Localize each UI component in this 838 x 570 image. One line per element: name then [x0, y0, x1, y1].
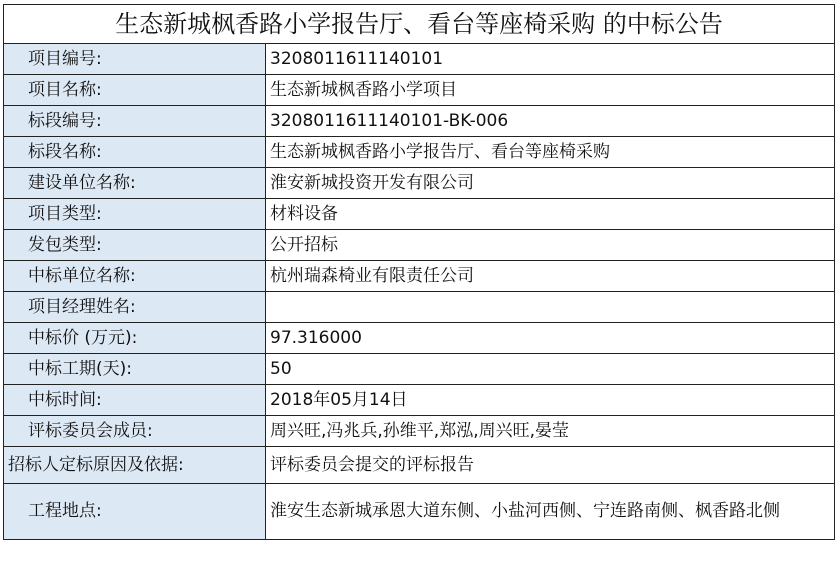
table-row — [4, 385, 835, 416]
table-row — [4, 323, 835, 354]
field-label-committee: 评标委员会成员: — [4, 416, 266, 447]
table-row — [4, 44, 835, 75]
field-value-duration: 50 — [266, 354, 835, 385]
table-row — [4, 230, 835, 261]
table-row — [4, 75, 835, 106]
field-label-award-basis: 招标人定标原因及依据: — [4, 447, 266, 484]
field-label-bid-price: 中标价 (万元): — [4, 323, 266, 354]
field-value-section-name: 生态新城枫香路小学报告厅、看台等座椅采购 — [266, 137, 835, 168]
field-label-location: 工程地点: — [4, 484, 266, 540]
notice-title: 生态新城枫香路小学报告厅、看台等座椅采购 的中标公告 — [4, 5, 835, 44]
field-value-project-name: 生态新城枫香路小学项目 — [266, 75, 835, 106]
field-value-bid-price: 97.316000 — [266, 323, 835, 354]
field-label-award-date: 中标时间: — [4, 385, 266, 416]
field-label-manager-name: 项目经理姓名: — [4, 292, 266, 323]
field-label-winner-name: 中标单位名称: — [4, 261, 266, 292]
field-value-winner-name: 杭州瑞森椅业有限责任公司 — [266, 261, 835, 292]
table-row — [4, 137, 835, 168]
field-label-section-number: 标段编号: — [4, 106, 266, 137]
field-label-project-type: 项目类型: — [4, 199, 266, 230]
table-row — [4, 484, 835, 540]
table-row — [4, 292, 835, 323]
field-value-builder-name: 淮安新城投资开发有限公司 — [266, 168, 835, 199]
field-label-duration: 中标工期(天): — [4, 354, 266, 385]
field-value-project-type: 材料设备 — [266, 199, 835, 230]
field-value-award-date: 2018年05月14日 — [266, 385, 835, 416]
table-row — [4, 447, 835, 484]
field-value-manager-name — [266, 292, 835, 323]
table-row — [4, 168, 835, 199]
field-label-project-number: 项目编号: — [4, 44, 266, 75]
field-value-award-basis: 评标委员会提交的评标报告 — [266, 447, 835, 484]
field-value-committee: 周兴旺,冯兆兵,孙维平,郑泓,周兴旺,晏莹 — [266, 416, 835, 447]
award-notice-table — [3, 4, 835, 540]
table-row — [4, 354, 835, 385]
field-label-section-name: 标段名称: — [4, 137, 266, 168]
field-value-section-number: 3208011611140101-BK-006 — [266, 106, 835, 137]
table-row — [4, 261, 835, 292]
field-value-project-number: 3208011611140101 — [266, 44, 835, 75]
table-row — [4, 199, 835, 230]
field-label-project-name: 项目名称: — [4, 75, 266, 106]
field-value-location: 淮安生态新城承恩大道东侧、小盐河西侧、宁连路南侧、枫香路北侧 — [266, 484, 835, 540]
field-label-contract-type: 发包类型: — [4, 230, 266, 261]
field-label-builder-name: 建设单位名称: — [4, 168, 266, 199]
table-row — [4, 106, 835, 137]
table-row — [4, 416, 835, 447]
field-value-contract-type: 公开招标 — [266, 230, 835, 261]
